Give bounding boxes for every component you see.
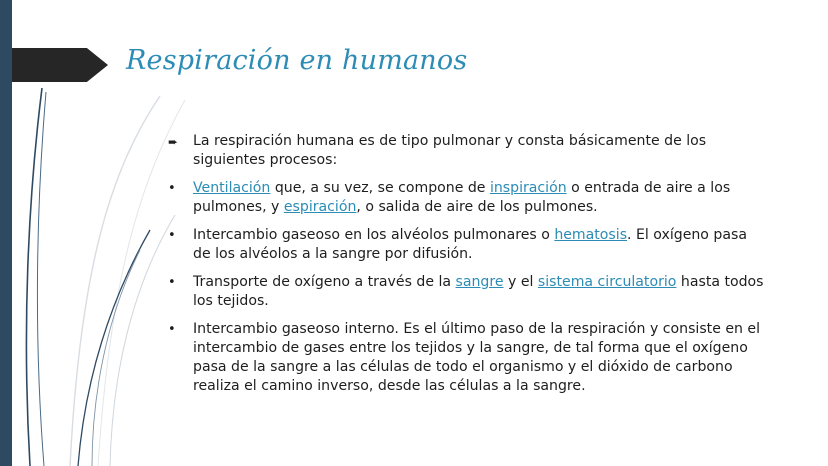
list-item bbox=[168, 273, 768, 311]
item-text: , o salida de aire de los pulmones. bbox=[356, 199, 598, 215]
bullet-icon: • bbox=[168, 228, 176, 243]
list-item bbox=[168, 179, 768, 217]
item-text: . El oxígeno pasa de los alvéolos a la sangre por difusión. bbox=[193, 227, 747, 262]
item-text: Intercambio gaseoso interno. Es el último paso de la respiración y consiste en el intercambio de gases entre los tejidos y la sangre, de tal forma que el oxígeno pasa de la sangre a las células de todo el organismo y el dióxido de carbono realiza el camino inverso, desde las células a la sangre. bbox=[193, 321, 761, 394]
item-text: o entrada de aire a los pulmones, y bbox=[193, 180, 731, 215]
bullet-icon: • bbox=[168, 181, 176, 196]
link-espiracion[interactable]: espiración bbox=[283, 199, 357, 215]
item-text: Transporte de oxígeno a través de la bbox=[193, 274, 456, 290]
bullet-icon: • bbox=[168, 322, 176, 337]
bullet-icon: • bbox=[168, 275, 176, 290]
link-inspiracion[interactable]: inspiración bbox=[489, 180, 567, 196]
item-text: hasta todos los tejidos. bbox=[193, 274, 764, 309]
link-ventilacion[interactable]: Ventilación bbox=[193, 180, 271, 196]
link-sangre[interactable]: sangre bbox=[455, 274, 504, 290]
intro-item bbox=[168, 132, 768, 170]
intro-text: La respiración humana es de tipo pulmonar y consta básicamente de los siguientes procesos: bbox=[193, 133, 707, 168]
arrow-bullet-icon: ➨ bbox=[168, 135, 179, 149]
item-text: Intercambio gaseoso en los alvéolos pulmonares o bbox=[193, 227, 555, 243]
item-text: que, a su vez, se compone de bbox=[270, 180, 490, 196]
list-item bbox=[168, 226, 768, 264]
link-hematosis[interactable]: hematosis bbox=[554, 227, 628, 243]
item-text: y el bbox=[503, 274, 538, 290]
list-item bbox=[168, 320, 768, 396]
link-sistema-circulatorio[interactable]: sistema circulatorio bbox=[537, 274, 677, 290]
slide-title: Respiración en humanos bbox=[126, 45, 468, 76]
slide-content bbox=[168, 132, 768, 405]
